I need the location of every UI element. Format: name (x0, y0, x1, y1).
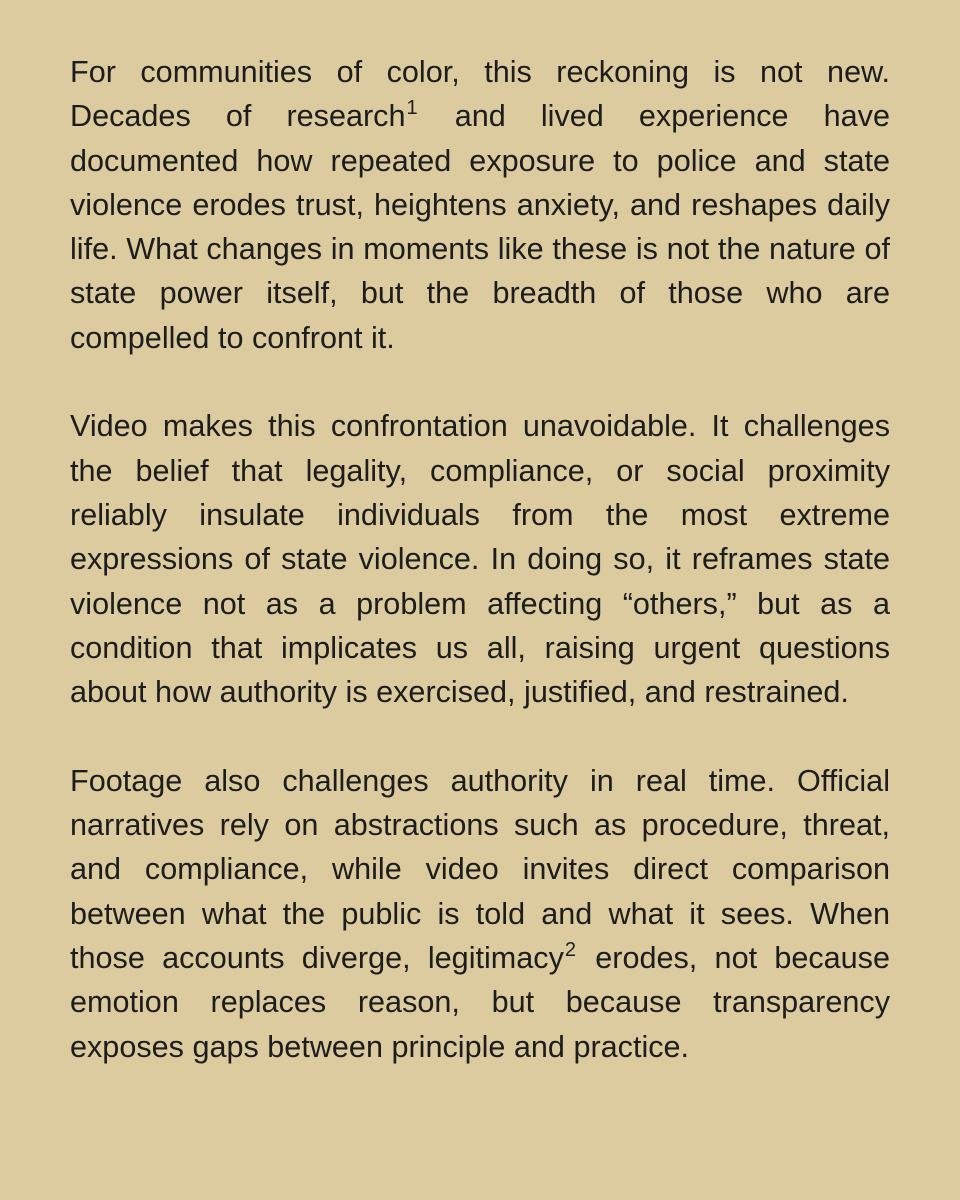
paragraph-1-text-end: and lived experience have documented how repeated exposure to police and state violence erodes trust, heightens anxiety, and reshapes daily life. What changes in moments like these is not the nature of state power itself, but the breadth of those who are compelled to confront it. (70, 99, 890, 355)
paragraph-3-text-start: Footage also challenges authority in real time. Official narratives rely on abstractions such as procedure, threat, and compliance, while video invites direct comparison between what the public is told and what it sees. When those accounts diverge, legitimacy (70, 763, 890, 975)
article-body (70, 50, 890, 1069)
paragraph-3 (70, 759, 890, 1069)
footnote-marker-2: 2 (564, 938, 577, 961)
paragraph-2-text: Video makes this confrontation unavoidable. It challenges the belief that legality, compliance, or social proximity reliably insulate individuals from the most extreme expressions of state violence. In doing so, it reframes state violence not as a problem affecting “others,” but as a condition that implicates us all, raising urgent questions about how authority is exercised, justified, and restrained. (70, 409, 890, 710)
footnote-marker-1: 1 (406, 97, 418, 120)
paragraph-2 (70, 404, 890, 714)
paragraph-1 (70, 50, 890, 360)
paragraph-1-text-start: For communities of color, this reckoning is not new. Decades of research (70, 55, 890, 134)
paragraph-3-text-end: erodes, not because emotion replaces reason, but because transparency exposes gaps between principle and practice. (70, 940, 890, 1064)
